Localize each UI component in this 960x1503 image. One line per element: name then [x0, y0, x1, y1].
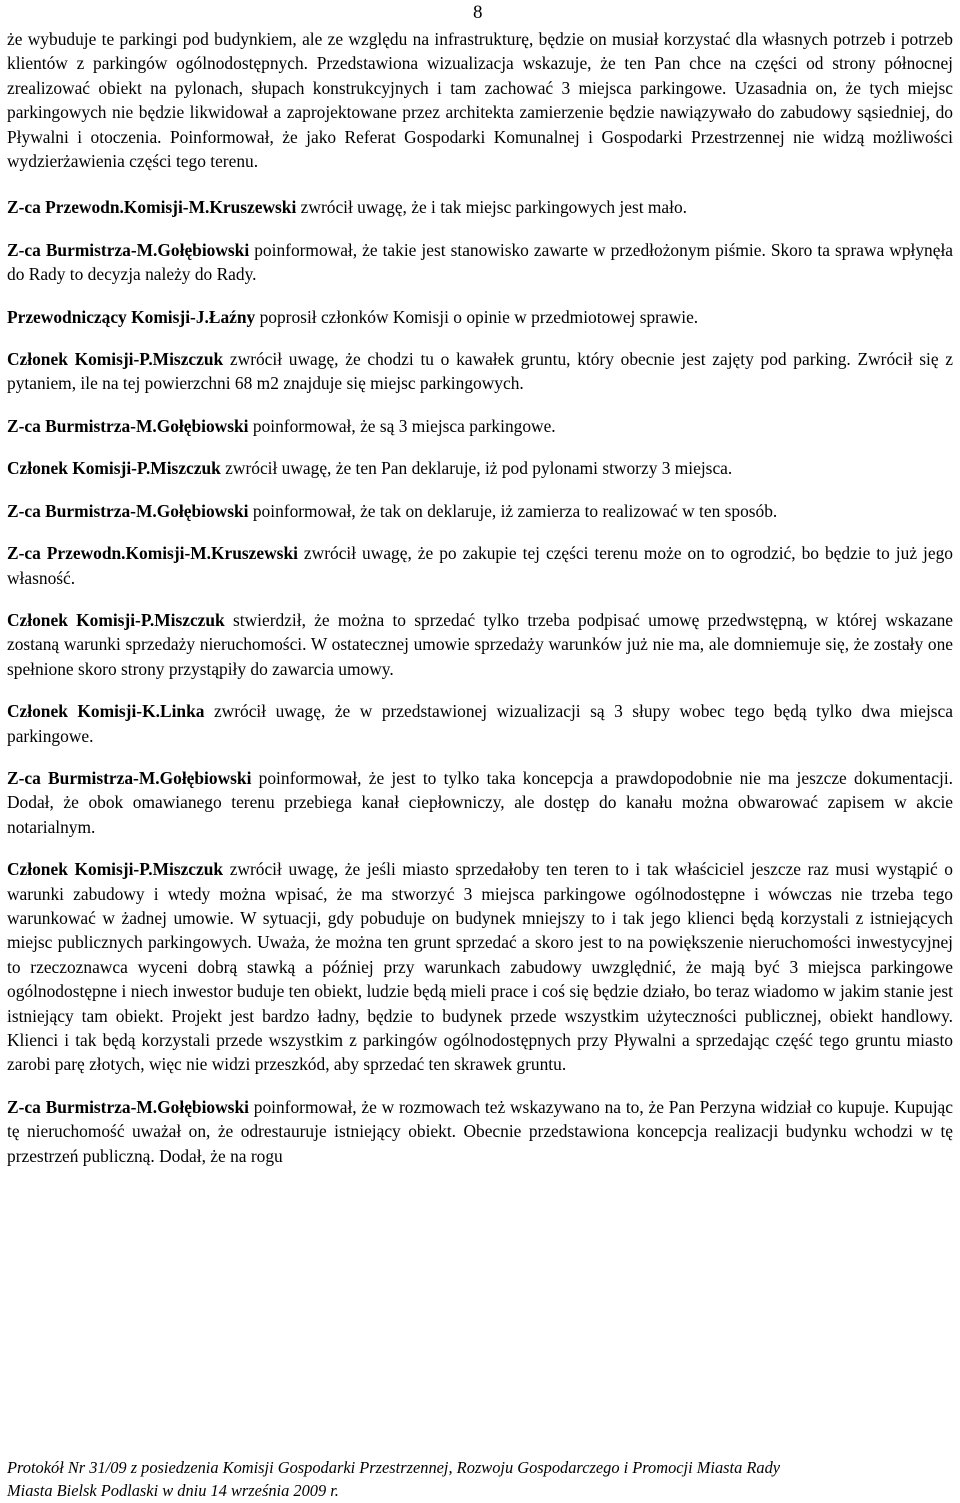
paragraph: [7, 1095, 953, 1168]
speaker-name: Przewodniczący Komisji-J.Łaźny: [7, 306, 256, 327]
paragraph-text: stwierdził, że można to sprzedać tylko trzeba podpisać umowę przedwstępną, w której wskazane zostaną warunki sprzedaży nieruchomości. W ostatecznej umowie sprzedaży warunków już nie ma, ale domniemuje się, że zostały one spełnione skoro strony przystąpiły do zawarcia umowy.: [7, 609, 953, 679]
speaker-name: Członek Komisji-K.Linka: [7, 701, 205, 722]
paragraph: [7, 608, 953, 681]
paragraph-text: zwrócił uwagę, że w przedstawionej wizualizacji są 3 słupy wobec tego będą tylko dwa miejsca parkingowe.: [7, 701, 953, 746]
speaker-name: Z-ca Burmistrza-M.Gołębiowski: [7, 1096, 249, 1117]
speaker-name: Z-ca Burmistrza-M.Gołębiowski: [7, 415, 249, 436]
paragraph: [7, 857, 953, 1077]
paragraph: [7, 27, 953, 173]
paragraph-text: poinformował, że w rozmowach też wskazywano na to, że Pan Perzyna widział co kupuje. Kupując tę nieruchomość uważał on, że odrestauruje istniejący obiekt. Obecnie przedstawiona koncepcja realizacji budynku wchodzi w tę przestrzeń publiczną. Dodał, że na rogu: [7, 1096, 953, 1166]
paragraph-text: że wybuduje te parkingi pod budynkiem, ale ze względu na infrastrukturę, będzie on musiał korzystać dla własnych potrzeb i potrzeb klientów z parkingów ogólnodostępnych. Przedstawiona wizualizacja wskazuje, że ten Pan chce na części od strony północnej zrealizować obiekt na pylonach, słupach konstrukcyjnych i tam zachować 3 miejsca parkingowe. Uzasadnia on, że tych miejsc parkingowych nie będzie likwidował a zaprojektowane przez architekta zamierzenie będzie nawiązywało do zabudowy sąsiedniej, do Pływalni i otoczenia. Poinformował, że jako Referat Gospodarki Komunalnej i Gospodarki Przestrzennej nie widzą możliwości wydzierżawienia części tego terenu.: [7, 29, 953, 172]
paragraph-text: zwrócił uwagę, że po zakupie tej części terenu może on to ogrodzić, bo będzie to już jego własność.: [7, 543, 953, 588]
paragraph: [7, 499, 953, 523]
paragraph-text: poinformował, że tak on deklaruje, iż zamierza to realizować w ten sposób.: [248, 500, 778, 521]
paragraph-text: zwrócił uwagę, że i tak miejsc parkingowych jest mało.: [296, 197, 688, 218]
speaker-name: Z-ca Burmistrza-M.Gołębiowski: [7, 500, 249, 521]
speaker-name: Członek Komisji-P.Miszczuk: [7, 349, 224, 370]
paragraph: [7, 347, 953, 396]
document-body: [7, 27, 953, 1186]
paragraph: [7, 699, 953, 748]
paragraph-text: poprosił członków Komisji o opinie w przedmiotowej sprawie.: [255, 306, 699, 327]
paragraph-text: poinformował, że są 3 miejsca parkingowe.: [248, 415, 556, 436]
page-number: 8: [473, 2, 483, 23]
paragraph: [7, 766, 953, 839]
paragraph-text: zwrócił uwagę, że ten Pan deklaruje, iż pod pylonami stworzy 3 miejsca.: [220, 458, 733, 479]
page-footer: [7, 1456, 953, 1502]
paragraph: [7, 456, 953, 480]
paragraph: [7, 195, 953, 219]
footer-line: Protokół Nr 31/09 z posiedzenia Komisji Gospodarki Przestrzennej, Rozwoju Gospodarczego i Promocji Miasta Rady: [7, 1458, 781, 1477]
paragraph: [7, 414, 953, 438]
paragraph: [7, 305, 953, 329]
speaker-name: Członek Komisji-P.Miszczuk: [7, 859, 224, 880]
speaker-name: Członek Komisji-P.Miszczuk: [7, 609, 225, 630]
paragraph-text: poinformował, że takie jest stanowisko zawarte w przedłożonym piśmie. Skoro ta sprawa wpłynęła do Rady to decyzja należy do Rady.: [7, 239, 953, 285]
speaker-name: Z-ca Burmistrza-M.Gołębiowski: [7, 767, 252, 788]
paragraph-text: poinformował, że jest to tylko taka koncepcja a prawdopodobnie nie ma jeszcze dokumentacji. Dodał, że obok omawianego terenu przebiega kanał ciepłowniczy, ale dostęp do kanału można obwarować zapisem w akcie notarialnym.: [7, 767, 953, 837]
speaker-name: Z-ca Przewodn.Komisji-M.Kruszewski: [7, 197, 297, 218]
speaker-name: Z-ca Burmistrza-M.Gołębiowski: [7, 239, 250, 260]
paragraph: [7, 238, 953, 287]
paragraph-text: zwrócił uwagę, że jeśli miasto sprzedałoby ten teren to i tak właściciel jeszcze raz musi wystąpić o warunki zabudowy i wtedy można wpisać, że ma stworzyć 3 miejsca parkingowe ogólnodostępne i wówczas nie trzeba tego warunkować w żadnej umowie. W sytuacji, gdy pobuduje on budynek mniejszy to i tak jego klienci będą korzystali z istniejących miejsc publicznych parkingowych. Uważa, że można ten grunt sprzedać a skoro jest to na powiększenie nieruchomości inwestycyjnej to rzeczoznawca wyceni dobrą stawką a później przy warunkach zabudowy uwzględnić, że mają być 3 miejsca parkingowe ogólnodostępne i niech inwestor buduje ten obiekt, ludzie będą mieli prace i coś się będzie działo, bo teraz wiadomo w jakim stanie jest istniejący tam obiekt. Projekt jest bardzo ładny, będzie to budynek przede wszystkim użyteczności publicznej, obiekt handlowy. Klienci i tak będą korzystali przede wszystkim z parkingów ogólnodostępnych przy Pływalni a sprzedając część tego gruntu miasto zarobi parę złotych, więc nie widzi przeszkód, aby sprzedać ten skrawek gruntu.: [7, 859, 954, 1075]
paragraph: [7, 541, 953, 590]
speaker-name: Z-ca Przewodn.Komisji-M.Kruszewski: [7, 543, 298, 564]
footer-line: Miasta Bielsk Podlaski w dniu 14 września 2009 r.: [7, 1481, 339, 1500]
speaker-name: Członek Komisji-P.Miszczuk: [7, 458, 221, 479]
paragraph-text: zwrócił uwagę, że chodzi tu o kawałek gruntu, który obecnie jest zajęty pod parking. Zwrócił się z pytaniem, ile na tej powierzchni 68 m2 znajduje się miejsc parkingowych.: [7, 349, 954, 394]
